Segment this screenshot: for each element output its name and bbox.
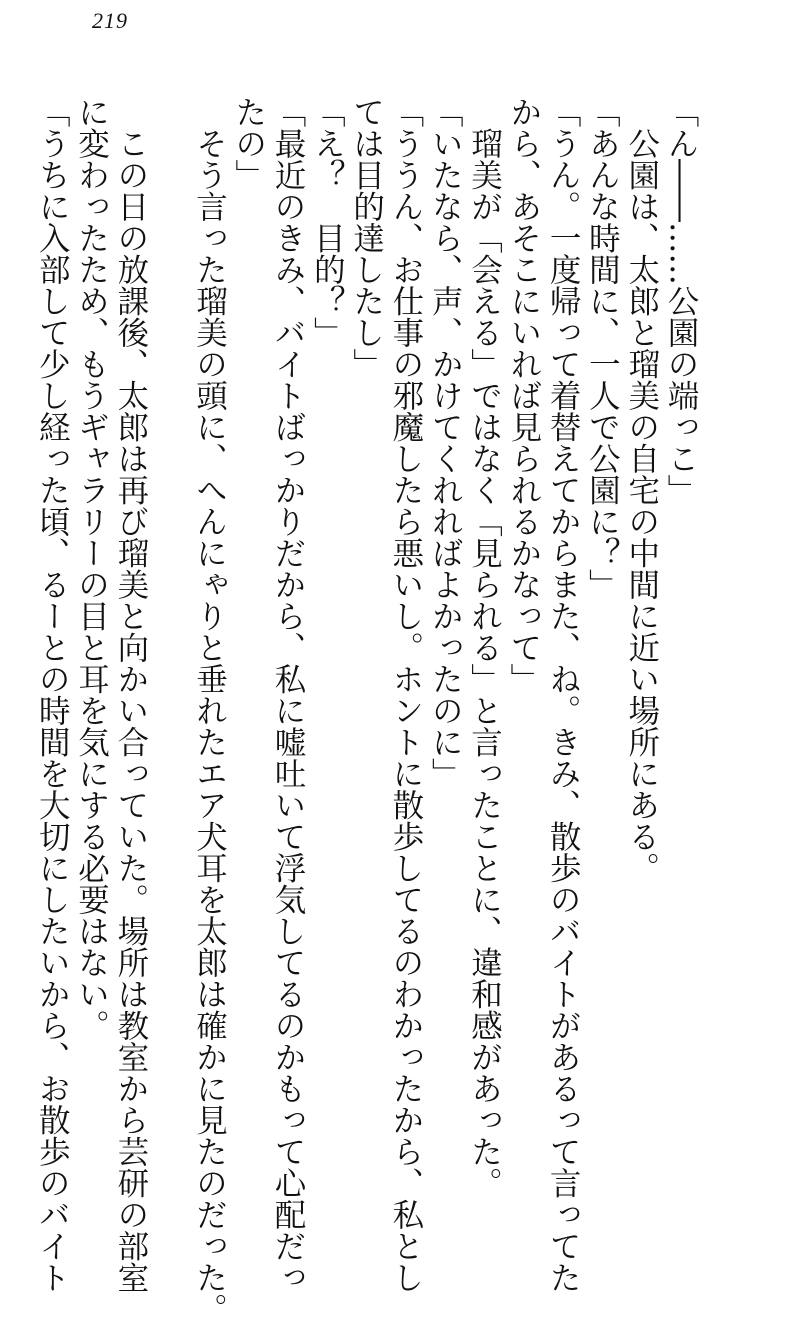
- text-line: 「あんな時間に、一人で公園に？」: [584, 96, 621, 600]
- text-line: 「うちに入部して少し経った頃、るーとの時間を大切にしたいから、お散歩のバイト: [34, 96, 71, 1293]
- text-line: 瑠美が「会える」ではなく「見られる」と言ったことに、違和感があった。: [466, 96, 503, 1199]
- blank-line: [150, 96, 189, 1156]
- text-line: から、あそこにいれば見られるかなって」: [505, 96, 542, 695]
- text-line: 「え？ 目的？」: [309, 96, 346, 348]
- text-line: この日の放課後、太郎は再び瑠美と向かい合っていた。場所は教室から芸研の部室: [112, 96, 149, 1293]
- page-number: 219: [92, 8, 128, 33]
- text-line: 「最近のきみ、バイトばっかりだから、私に嘘吐いて浮気してるのかもって心配だっ: [270, 96, 307, 1293]
- text-line: 「いたなら、声、かけてくれればよかったのに」: [427, 96, 464, 789]
- text-line: そう言った瑠美の頭に、へんにゃりと垂れたエア犬耳を太郎は確かに見たのだった。: [191, 96, 228, 1325]
- novel-text-block: [32, 96, 700, 1325]
- text-line: に変わったため、もうギャラリーの目と耳を気にする必要はない。: [73, 96, 110, 1041]
- text-line: 「ううん、お仕事の邪魔したら悪いし。ホントに散歩してるのわかったから、私とし: [387, 96, 424, 1293]
- text-line: ては目的達したし」: [348, 96, 385, 380]
- text-line: たの」: [230, 96, 267, 191]
- text-line: 「ん――……公園の端っこ」: [663, 96, 699, 506]
- text-line: 公園は、太郎と瑠美の自宅の中間に近い場所にある。: [623, 96, 660, 884]
- text-line: 「うん。一度帰って着替えてからまた、ね。きみ、散歩のバイトがあるって言ってた: [545, 96, 582, 1293]
